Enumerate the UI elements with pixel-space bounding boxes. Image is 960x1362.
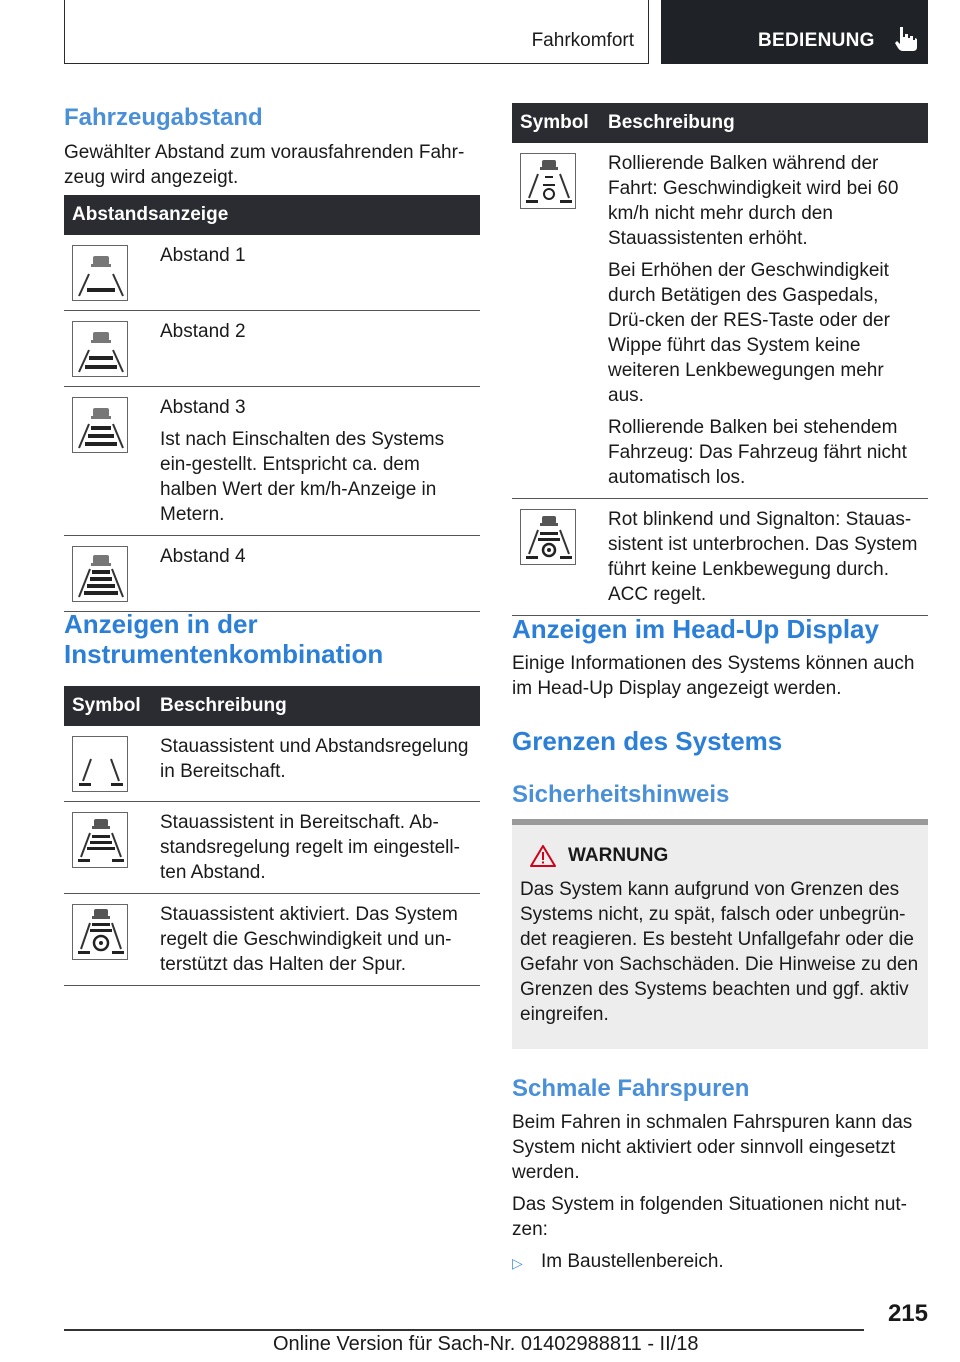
lane-standby-text: Stauassistent und Abstandsregelung in Bereitschaft. [160, 736, 469, 782]
header-chapter-title: BEDIENUNG [758, 30, 875, 51]
red-blinking-icon [520, 509, 576, 565]
hand-pointer-icon [894, 26, 918, 52]
warning-title: WARNUNG [568, 845, 669, 866]
lane-standby-icon [72, 736, 128, 792]
distance-4-icon [72, 546, 128, 602]
bullet-text: Im Baustellenbereich. [541, 1251, 724, 1272]
right-symbol-table [512, 103, 928, 616]
distance-2-label: Abstand 2 [160, 320, 246, 342]
instrument-col-symbol: Symbol [64, 686, 152, 726]
table-row [64, 310, 480, 386]
header-section-box [64, 0, 649, 64]
instrument-table [64, 686, 480, 986]
online-version-note: Online Version für Sach-Nr. 01402988811 - II/18 [273, 1333, 699, 1355]
rolling-bars-text-2: Bei Erhöhen der Geschwindigkeit durch Betätigen des Gaspedals, Drü-cken der RES-Taste oder der Wippe führt das System keine weiteren Lenkbewegungen mehr aus. [608, 260, 890, 406]
schmale-text-1: Beim Fahren in schmalen Fahrspuren kann das System nicht aktiviert oder sinnvoll eingesetzt werden. [512, 1112, 913, 1183]
lane-standby-distance-text: Stauassistent in Bereitschaft. Ab-standsregelung regelt im eingestell-ten Abstand. [160, 811, 460, 883]
hud-heading: Anzeigen im Head-Up Display [512, 614, 879, 644]
distance-2-icon [72, 321, 128, 377]
table-row [512, 143, 928, 499]
schmale-text-2: Das System in folgenden Situationen nicht nut-zen: [512, 1194, 908, 1240]
warning-triangle-icon [530, 845, 556, 867]
abstand-table-header: Abstandsanzeige [64, 195, 480, 235]
right-col-desc: Beschreibung [600, 103, 928, 143]
lane-standby-distance-icon [72, 812, 128, 868]
fahrzeugabstand-text: Gewählter Abstand zum vorausfahrenden Fahr-zeug wird angezeigt. [64, 142, 465, 188]
distance-3-label: Abstand 3 [160, 396, 246, 418]
fahrzeugabstand-heading: Fahrzeugabstand [64, 104, 263, 131]
table-row [64, 535, 480, 611]
table-row [512, 499, 928, 616]
instrument-col-desc: Beschreibung [152, 686, 480, 726]
grenzen-heading: Grenzen des Systems [512, 726, 783, 756]
table-row [64, 801, 480, 893]
rolling-bars-text-3: Rollierende Balken bei stehendem Fahrzeug: Das Fahrzeug fährt nicht automatisch los. [608, 417, 907, 488]
rolling-bars-icon [520, 153, 576, 209]
table-row [64, 726, 480, 801]
distance-3-description: Ist nach Einschalten des Systems ein-gestellt. Entspricht ca. dem halben Wert der km/h-Anzeige in Metern. [160, 428, 445, 525]
schmale-heading: Schmale Fahrspuren [512, 1075, 750, 1102]
footer-divider [64, 1329, 864, 1331]
warning-box [512, 819, 928, 1049]
hud-text: Einige Informationen des Systems können auch im Head-Up Display angezeigt werden. [512, 653, 915, 699]
header-chapter-box [661, 0, 928, 64]
distance-1-icon [72, 245, 128, 301]
header-section-title: Fahrkomfort [531, 30, 634, 51]
sicherheit-heading: Sicherheitshinweis [512, 781, 730, 808]
distance-1-label: Abstand 1 [160, 245, 246, 266]
table-row [64, 386, 480, 535]
red-blinking-text: Rot blinkend und Signalton: Stauas-sistent ist unterbrochen. Das System führt keine Lenkbewegung durch. ACC regelt. [608, 509, 918, 605]
page-number: 215 [887, 1300, 928, 1327]
bullet-triangle-icon: ▷ [512, 1255, 523, 1271]
anzeigen-heading: Anzeigen in der Instrumentenkombination [64, 609, 384, 669]
rolling-bars-text-1: Rollierende Balken während der Fahrt: Geschwindigkeit wird bei 60 km/h nicht mehr durch den Stauassistenten erhöht. [608, 153, 899, 249]
lane-active-steering-text: Stauassistent aktiviert. Das System regelt die Geschwindigkeit und un-terstützt das Halten der Spur. [160, 903, 458, 975]
warning-text: Das System kann aufgrund von Grenzen des Systems nicht, zu spät, falsch oder unbegrün-det reagieren. Es besteht Unfallgefahr oder die Gefahr von Sachschäden. Die Hinweise zu den Grenzen des Systems beachten und ggf. aktiv eingreifen. [520, 879, 919, 1025]
right-col-symbol: Symbol [512, 103, 600, 143]
list-item [512, 1249, 928, 1276]
table-row [64, 235, 480, 310]
distance-3-icon [72, 397, 128, 453]
abstand-table [64, 195, 480, 612]
table-row [64, 893, 480, 985]
lane-active-steering-icon [72, 904, 128, 960]
distance-4-label: Abstand 4 [160, 545, 246, 567]
